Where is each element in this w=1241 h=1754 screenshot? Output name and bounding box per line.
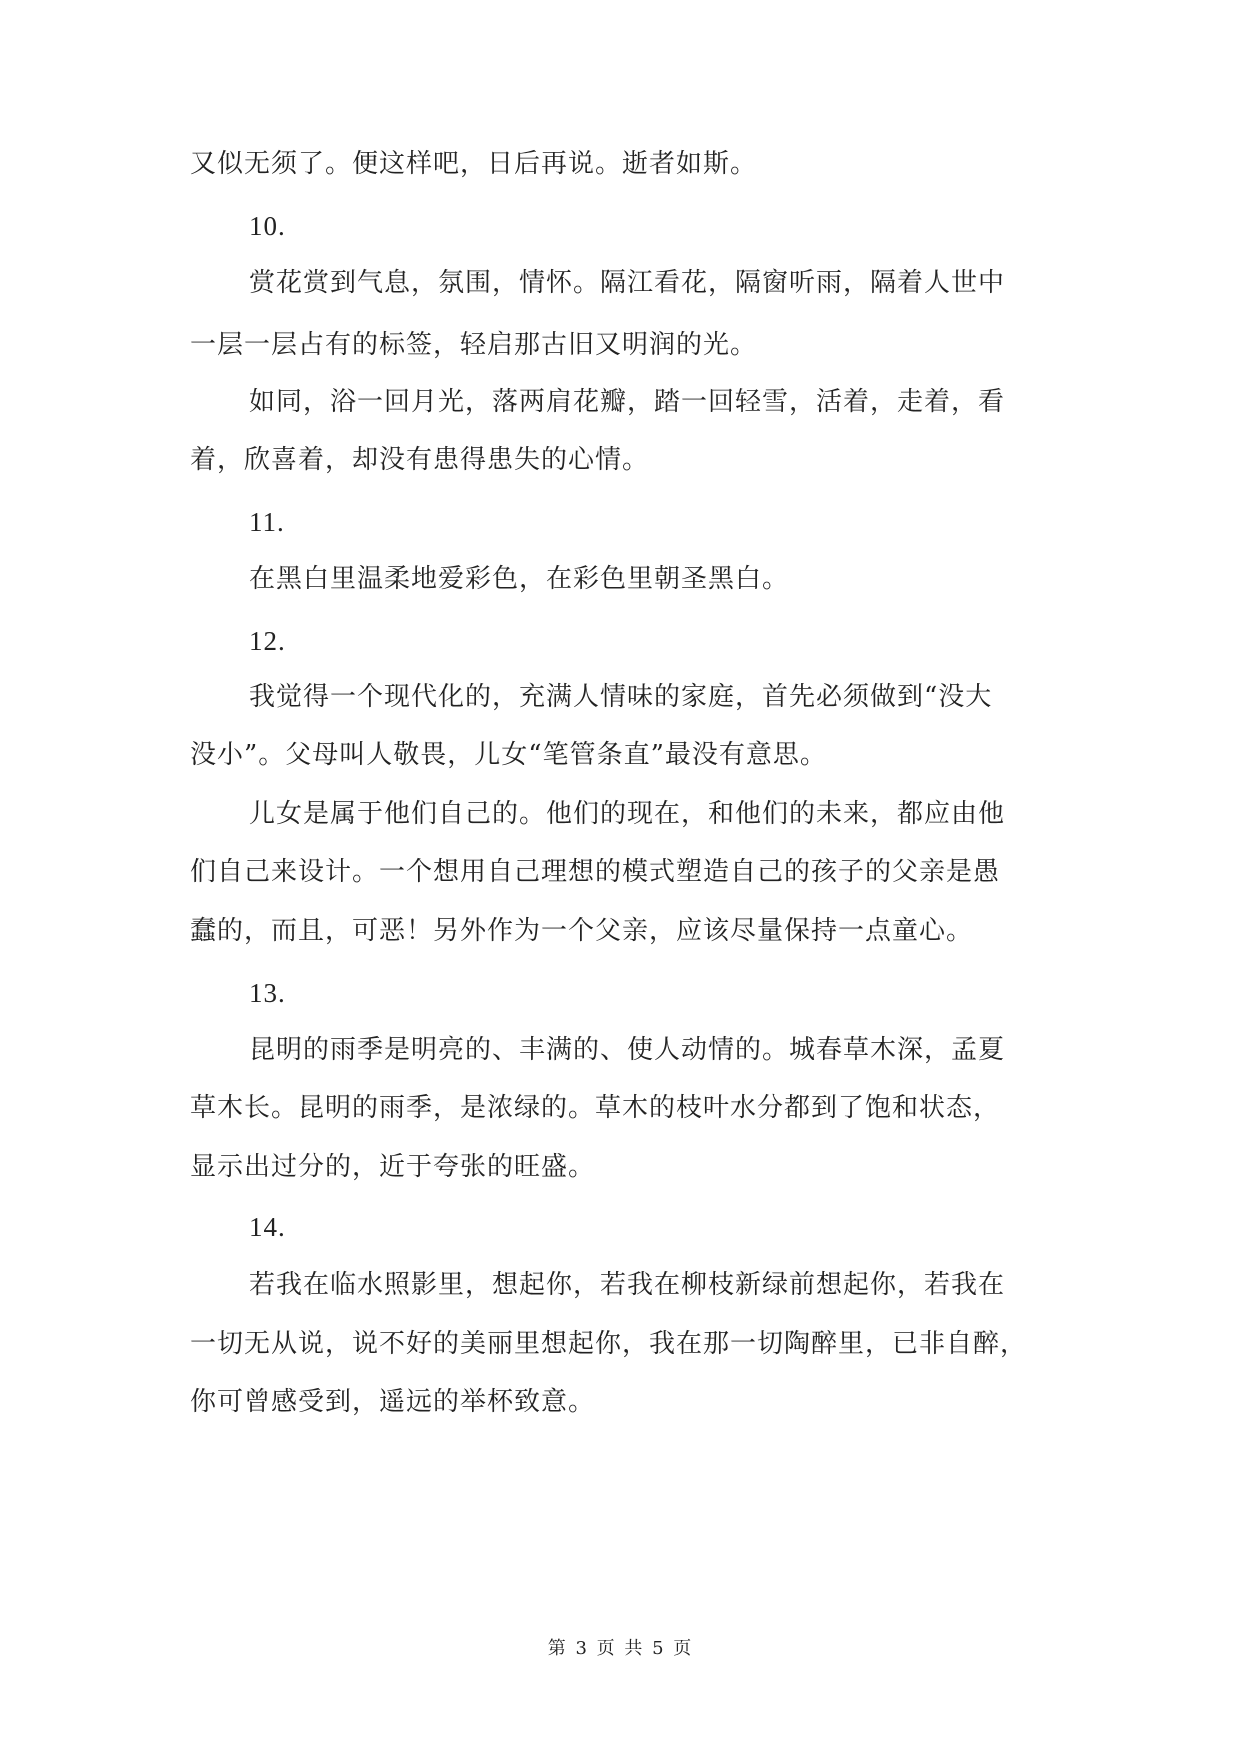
paragraph-line: 一切无从说，说不好的美丽里想起你，我在那一切陶醉里，已非自醉，: [190, 1329, 1028, 1359]
paragraph-line: 没小”。父母叫人敬畏，儿女“笔管条直”最没有意思。: [190, 740, 827, 770]
paragraph-line: 如同，浴一回月光，落两肩花瓣，踏一回轻雪，活着，走着，看: [249, 387, 1006, 417]
paragraph-line: 着，欣喜着，却没有患得患失的心情。: [190, 445, 650, 475]
paragraph-line: 一层一层占有的标签，轻启那古旧又明润的光。: [190, 330, 758, 360]
section-number-14: 14.: [249, 1212, 286, 1242]
paragraph-line: 昆明的雨季是明亮的、丰满的、使人动情的。城春草木深，孟夏: [249, 1035, 1006, 1065]
paragraph-line: 又似无须了。便这样吧，日后再说。逝者如斯。: [190, 149, 758, 179]
paragraph-line: 赏花赏到气息，氛围，情怀。隔江看花，隔窗听雨，隔着人世中: [249, 268, 1006, 298]
section-number-12: 12.: [249, 626, 286, 656]
section-number-13: 13.: [249, 978, 286, 1008]
section-number-11: 11.: [249, 507, 285, 537]
paragraph-line: 在黑白里温柔地爱彩色，在彩色里朝圣黑白。: [249, 564, 790, 594]
paragraph-line: 草木长。昆明的雨季，是浓绿的。草木的枝叶水分都到了饱和状态，: [190, 1093, 1001, 1123]
paragraph-line: 们自己来设计。一个想用自己理想的模式塑造自己的孩子的父亲是愚: [190, 857, 1001, 887]
paragraph-line: 儿女是属于他们自己的。他们的现在，和他们的未来，都应由他: [249, 799, 1006, 829]
paragraph-line: 显示出过分的，近于夸张的旺盛。: [190, 1152, 596, 1182]
paragraph-line: 我觉得一个现代化的，充满人情味的家庭，首先必须做到“没大: [249, 682, 993, 712]
paragraph-line: 你可曾感受到，遥远的举杯致意。: [190, 1387, 596, 1417]
section-number-10: 10.: [249, 211, 286, 241]
paragraph-line: 蠢的，而且，可恶！另外作为一个父亲，应该尽量保持一点童心。: [190, 916, 974, 946]
paragraph-line: 若我在临水照影里，想起你，若我在柳枝新绿前想起你，若我在: [249, 1270, 1006, 1300]
page-footer: 第 3 页 共 5 页: [547, 1638, 694, 1659]
